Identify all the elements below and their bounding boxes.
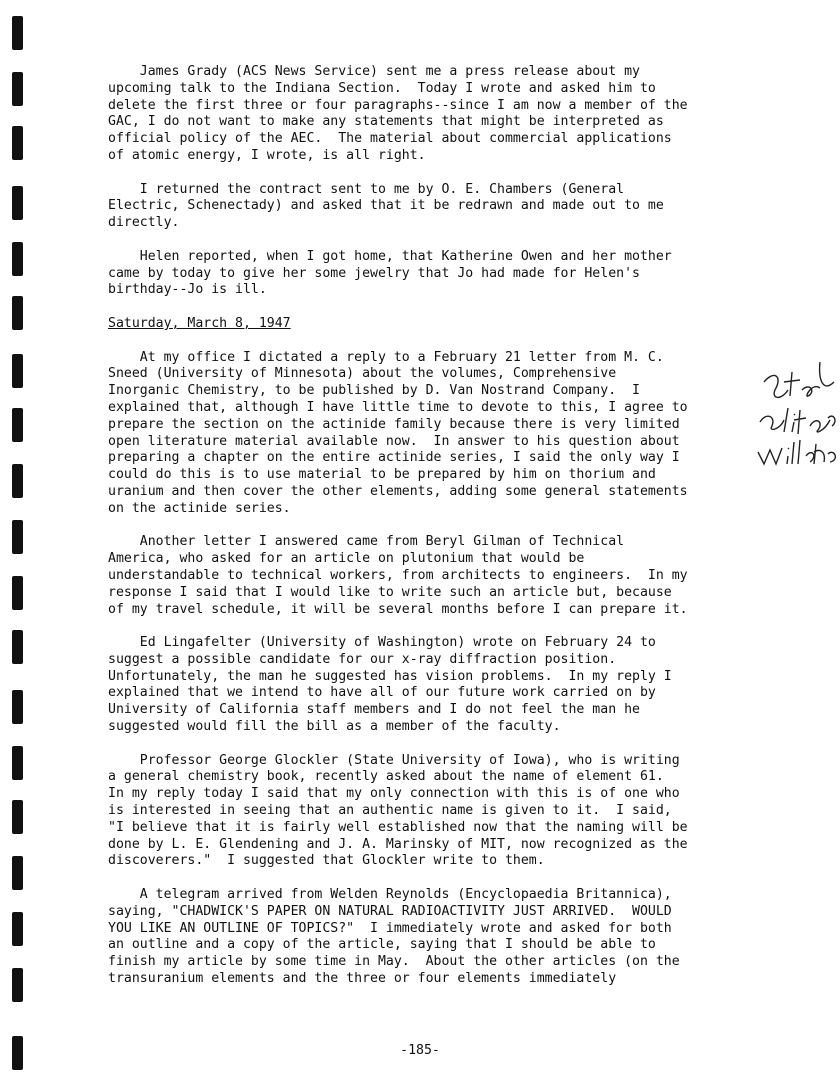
binder-hole xyxy=(12,186,23,220)
binder-holes xyxy=(0,0,40,1089)
binder-hole xyxy=(12,630,23,664)
binder-hole xyxy=(12,464,23,498)
binder-hole xyxy=(12,576,23,610)
binder-hole xyxy=(12,16,23,50)
paragraph: I returned the contract sent to me by O. E. Chambers (General Electric, Schenectady) and asked that it be redrawn and made out to me directly. xyxy=(108,181,664,231)
binder-hole xyxy=(12,242,23,276)
paragraph: A telegram arrived from Welden Reynolds (Encyclopaedia Britannica), saying, "CHADWICK'S PAPER ON NATURAL RADIOACTIVITY JUST ARRIVED. WOULD YOU LIKE AN OUTLINE OF TOPICS?" I immediately wrote and asked for both an outline and a copy of the article, saying that I should be able to finish my article by some time in May. About the other articles (on the transuranium elements and the three or four elements immediately xyxy=(108,887,680,987)
binder-hole xyxy=(12,520,23,554)
binder-hole xyxy=(12,800,23,834)
binder-hole xyxy=(12,856,23,890)
binder-hole xyxy=(12,968,23,1002)
paragraph: Professor George Glockler (State University of Iowa), who is writing a general chemistry book, recently asked about the name of element 61. In my reply today I said that my only connection with this is of one who is interested in seeing that an authentic name is given to it. I said, "I believe that it is fairly well established now that the naming will be done by L. E. Glendening and J. A. Marinsky of MIT, now recognized as the discoverers." I suggested that Glockler write to them. xyxy=(108,752,688,869)
paragraph: Another letter I answered came from Beryl Gilman of Technical America, who asked for an article on plutonium that would be understandable to technical workers, from architects to engineers. In my response I said that I would like to write such an article but, because of my travel schedule, it will be several months before I can prepare it. xyxy=(108,534,688,617)
binder-hole xyxy=(12,72,23,106)
paragraph: James Grady (ACS News Service) sent me a press release about my upcoming talk to the Indiana Section. Today I wrote and asked him to delete the first three or four paragraphs--since I am now a member of the GAC, I do not want to make any statements that might be interpreted as official policy of the AEC. The material about commercial applications of atomic energy, I wrote, is all right. xyxy=(108,64,688,163)
binder-hole xyxy=(12,408,23,442)
document-body xyxy=(108,64,748,1005)
page-number: -185- xyxy=(400,1043,440,1058)
binder-hole xyxy=(12,296,23,330)
binder-hole xyxy=(12,126,23,160)
date-heading: Saturday, March 8, 1947 xyxy=(108,315,291,331)
paragraph: Ed Lingafelter (University of Washington) wrote on February 24 to suggest a possible candidate for our x-ray diffraction position. Unfortunately, the man he suggested has vision problems. In my reply I explained that we intend to have all of our future work carried on by University of California staff members and I do not feel the man he suggested would fill the bill as a member of the faculty. xyxy=(108,635,672,735)
binder-hole xyxy=(12,746,23,780)
paragraph: Helen reported, when I got home, that Katherine Owen and her mother came by today to give her some jewelry that Jo had made for Helen's birthday--Jo is ill. xyxy=(108,248,672,298)
handwritten-annotation xyxy=(754,352,840,472)
paragraph: At my office I dictated a reply to a February 21 letter from M. C. Sneed (University of Minnesota) about the volumes, Comprehensive Inorganic Chemistry, to be published by D. Van Nostrand Company. I explained that, although I have little time to devote to this, I agree to prepare the section on the actinide family because there is very limited open literature material available now. In answer to his question about preparing a chapter on the entire actinide series, I said the only way I could do this is to use material to be prepared by him on thorium and uranium and then cover the other elements, adding some general statements on the actinide series. xyxy=(108,349,688,516)
binder-hole xyxy=(12,690,23,724)
binder-hole xyxy=(12,912,23,946)
binder-hole xyxy=(12,354,23,388)
